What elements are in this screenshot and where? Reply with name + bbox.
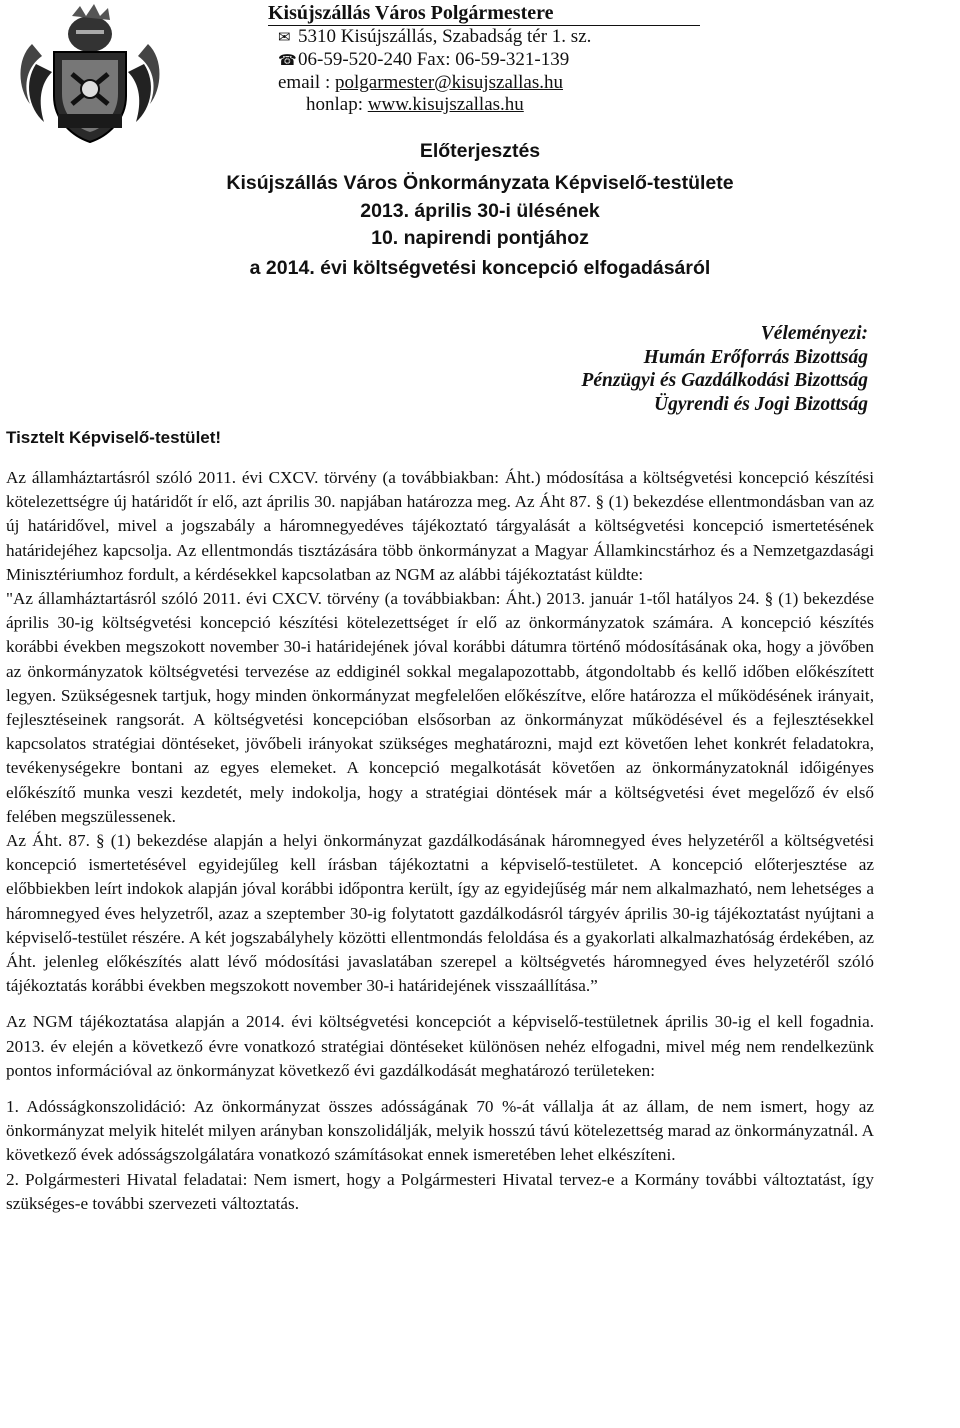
letterhead-phone: 06-59-520-240 Fax: 06-59-321-139 (298, 49, 570, 70)
city-coat-of-arms-logo (14, 4, 166, 144)
document-body (6, 466, 874, 1216)
phone-icon: ☎ (278, 53, 297, 69)
title-line-5: a 2014. évi költségvetési koncepció elfogadásáról (249, 257, 711, 279)
paragraph-1: Az államháztartásról szóló 2011. évi CXCV. törvény (a továbbiakban: Áht.) módosítása a költségvetési koncepció készítési kötelezettségre új határidőt ír elő, azt április 30. napjában határozza meg. Az Áht 87. § (1) bekezdése ellentmondásban van az új határidővel, mivel a jogszabály a háromnegyedéves tájékoztató tárgyalását a költségvetési koncepció ismertetésének határidejéhez kapcsolja. Az ellentmondás tisztázására több önkormányzat a Magyar Államkincstárhoz és a Nemzetgazdasági Minisztériumhoz fordult, a kérdésekkel kapcsolatban az NGM az alábbi tájékoztatást küldte: (6, 468, 874, 584)
letterhead-address-line (278, 26, 708, 49)
web-link[interactable]: www.kisujszallas.hu (367, 94, 524, 115)
paragraph-2-quote: "Az államháztartásról szóló 2011. évi CXCV. törvény (a továbbiakban: Áht.) 2013. január 1-től hatályos 24. § (1) bekezdése április 30-ig költségvetési koncepció készítési kötelezettséget ír elő az önkormányzatok számára. A koncepció készítés korábbi években megszokott november 30-i határidejének jóval korábbi dátumra történő módosításának oka, hogy a jövőben az önkormányzatok költségvetési tervezése az eddiginél sokkal megalapozottabb, átgondoltabb és kellő időben előkészített legyen. Szükségesnek tartjuk, hogy minden önkormányzat megfelelően előkészítve, előre határozza el működésének irányait, fejlesztéseinek rangsorát. A költségvetési koncepcióban elsősorban az önkormányzat működésével és a fejlesztésekkel kapcsolatos stratégiai döntéseket, jövőbeli irányokat szükséges meghatározni, majd ezt követően lehet konkrét feladatokra, tevékenységekre bontani az egyes elemeket. A koncepció megalkotását követően az önkormányzatoknál időigényes előkészítő munka veszi kezdetét, mely indokolja, hogy a stratégiai döntések már a költségvetési évet megelőző év első felében megszülessenek. (6, 589, 874, 826)
title-line-1: Előterjesztés (419, 140, 541, 162)
letterhead-email-line (278, 72, 708, 94)
list-item-1: 1. Adósságkonszolidáció: Az önkormányzat összes adósságának 70 %-át vállalja át az állam, de nem ismert, hogy az önkormányzat melyik hitelét milyen arányban konszolidálják, melyik hosszú távú kötelezettség marad az önkormányzatnál. A következő évek adósságszolgálatára vonatkozó számításokat ennek ismeretében lehet elkészíteni. (6, 1097, 874, 1165)
letterhead-org: Kisújszállás Város Polgármestere (268, 2, 700, 26)
title-line-3: 2013. április 30-i ülésének (360, 200, 600, 222)
reviewers-label: Véleményezi: (760, 323, 868, 344)
letterhead-web-line (306, 94, 708, 116)
letterhead-phone-line (278, 49, 708, 72)
reviewer-committee-2: Pénzügyi és Gazdálkodási Bizottság (581, 370, 868, 391)
email-link[interactable]: polgarmester@kisujszallas.hu (334, 72, 564, 93)
email-label: email : (278, 72, 331, 93)
paragraph-3-quote: Az Áht. 87. § (1) bekezdése alapján a helyi önkormányzat gazdálkodásának háromnegyed éves helyzetéről a költségvetési koncepció ismertetésével egyidejűleg kell írásban tájékoztatni a képviselő-testületet. A koncepció előterjesztése az előbbiekben leírt indokok alapján jóval korábbi időpontra került, így az egyidejűség már nem alkalmazható, nem lehetséges a háromnegyed éves helyzetről, azaz a szeptember 30-ig folytatott gazdálkodásról tárgyév április 30-ig tájékoztatást nyújtani a képviselő-testület részére. A két jogszabályhely közötti ellentmondás feloldása és a gyakorlati alkalmazhatóság érdekében, az Áht. jelenleg előkészítés alatt lévő módosítási javaslatában szerepel a költségvetés háromnegyed éves helyzetéről szóló tájékoztatás korábbi években megszokott november 30-i határidejének visszaállítása.” (6, 831, 874, 996)
title-line-4: 10. napirendi pontjához (371, 227, 589, 249)
reviewer-committee-1: Humán Erőforrás Bizottság (643, 346, 868, 368)
salutation: Tisztelt Képviselő-testület! (6, 428, 222, 447)
reviewer-committee-3: Ügyrendi és Jogi Bizottság (654, 393, 868, 415)
letterhead (268, 2, 708, 116)
reviewers-block (581, 322, 868, 416)
list-item-2: 2. Polgármesteri Hivatal feladatai: Nem ismert, hogy a Polgármesteri Hivatal tervez-e a Kormány további változtatást, így szükséges-e további szervezeti változtatás. (6, 1169, 874, 1213)
envelope-icon: ✉ (278, 30, 291, 46)
title-line-2: Kisújszállás Város Önkormányzata Képviselő-testülete (226, 172, 734, 194)
web-label: honlap: (306, 94, 363, 115)
letterhead-address: 5310 Kisújszállás, Szabadság tér 1. sz. (298, 26, 592, 47)
paragraph-4: Az NGM tájékoztatása alapján a 2014. évi költségvetési koncepciót a képviselő-testületnek április 30-ig el kell fogadnia. 2013. év elején a következő évre vonatkozó stratégiai döntéseket különösen nehéz elfogadni, mivel még nem rendelkezünk pontos információval az önkormányzat következő évi gazdálkodását meghatározó területeken: (6, 1012, 874, 1080)
